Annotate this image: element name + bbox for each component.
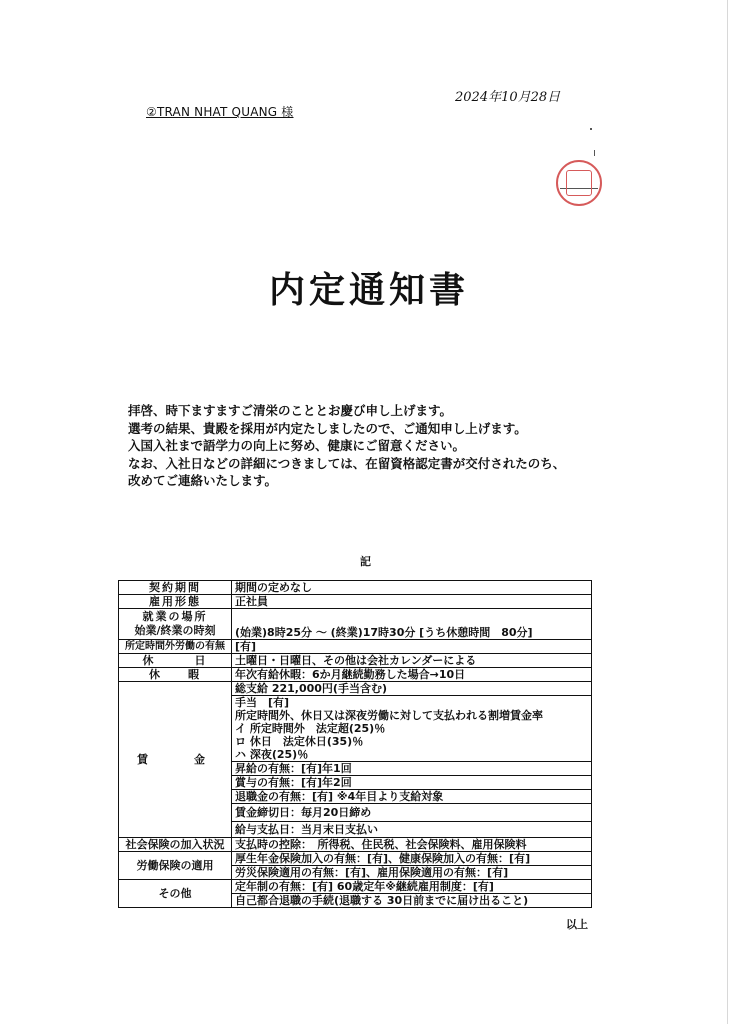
row-label: 休 暇 — [119, 668, 232, 682]
wage-line: ロ 休日 法定休日(35)％ — [232, 735, 592, 748]
greeting-line: なお、入社日などの詳細につきましては、在留資格認定書が交付されたのち、 — [128, 455, 566, 471]
wage-line: 手当 [有] — [232, 696, 592, 710]
row-label: 賃 金 — [119, 682, 232, 838]
row-label: 社会保険の加入状況 — [119, 838, 232, 852]
wage-line: 給与支払日：当月末日支払い — [232, 822, 592, 838]
row-value: 期間の定めなし — [232, 581, 592, 595]
wage-line: 賞与の有無：[有]年2回 — [232, 776, 592, 790]
table-row — [119, 838, 592, 852]
table-row — [119, 852, 592, 866]
wage-line: 退職金の有無：[有] ※4年目より支給対象 — [232, 790, 592, 804]
labor-insurance-line: 労災保険適用の有無：[有]、雇用保険適用の有無：[有] — [232, 866, 592, 880]
row-label — [119, 609, 232, 640]
wage-line: イ 所定時間外 法定超(25)％ — [232, 722, 592, 735]
closing-mark: 以上 — [566, 918, 588, 931]
row-label: 契約期間 — [119, 581, 232, 595]
row-value — [232, 609, 592, 640]
row-value: 支払時の控除： 所得税、住民税、社会保険料、雇用保険料 — [232, 838, 592, 852]
other-line: 定年制の有無：[有] 60歳定年※継続雇用制度：[有] — [232, 880, 592, 894]
other-line: 自己都合退職の手続(退職する 30日前までに届け出ること) — [232, 894, 592, 908]
table-row — [119, 668, 592, 682]
table-row — [119, 640, 592, 654]
scan-speck — [590, 128, 592, 130]
greeting-line: 改めてご連絡いたします。 — [128, 473, 278, 488]
table-row — [119, 595, 592, 609]
workplace-label: 就業の場所 — [142, 610, 208, 623]
table-row — [119, 581, 592, 595]
document-title: 内定通知書 — [268, 270, 469, 311]
greeting-paragraph — [128, 402, 598, 490]
company-seal — [556, 160, 602, 206]
row-value: 年次有給休暇：6か月継続勤務した場合→10日 — [232, 668, 592, 682]
wage-line: 所定時間外、休日又は深夜労働に対して支払われる割増賃金率 — [232, 709, 592, 722]
table-row — [119, 880, 592, 894]
ki-marker: 記 — [360, 555, 371, 568]
greeting-line: 選考の結果、貴殿を採用が内定たしましたので、ご通知申し上げます。 — [128, 420, 527, 436]
greeting-line: 入国入社まで語学力の向上に努め、健康にご留意ください。 — [128, 438, 466, 453]
table-row — [119, 654, 592, 668]
employment-terms-table — [118, 580, 592, 908]
wage-line: 賃金締切日：毎月20日締め — [232, 804, 592, 822]
hours-value: (始業)8時25分 ～ (終業)17時30分 [うち休憩時間 80分] — [235, 626, 533, 639]
wage-line: 昇給の有無：[有]年1回 — [232, 762, 592, 776]
hours-label: 始業/終業の時刻 — [134, 624, 216, 637]
row-label: 所定時間外労働の有無 — [119, 640, 232, 654]
row-label: 労働保険の適用 — [119, 852, 232, 880]
row-value: 土曜日・日曜日、その他は会社カレンダーによる — [232, 654, 592, 668]
row-value: 正社員 — [232, 595, 592, 609]
row-label: 休 日 — [119, 654, 232, 668]
table-row — [119, 609, 592, 640]
page-edge — [727, 0, 728, 1024]
wage-line: 総支給 221,000円(手当含む) — [232, 682, 592, 696]
row-value: [有] — [232, 640, 592, 654]
table-row — [119, 682, 592, 696]
addressee: ②TRAN NHAT QUANG 様 — [146, 105, 294, 119]
row-label: その他 — [119, 880, 232, 908]
labor-insurance-line: 厚生年金保険加入の有無：[有]、健康保険加入の有無：[有] — [232, 852, 592, 866]
handwritten-date: 2024年10月28日 — [455, 90, 561, 105]
row-label: 雇用形態 — [119, 595, 232, 609]
wage-line: ハ 深夜(25)％ — [232, 748, 592, 762]
greeting-line: 拝啓、時下ますますご清栄のこととお慶び申し上げます。 — [128, 403, 453, 418]
scan-speck — [594, 150, 595, 156]
